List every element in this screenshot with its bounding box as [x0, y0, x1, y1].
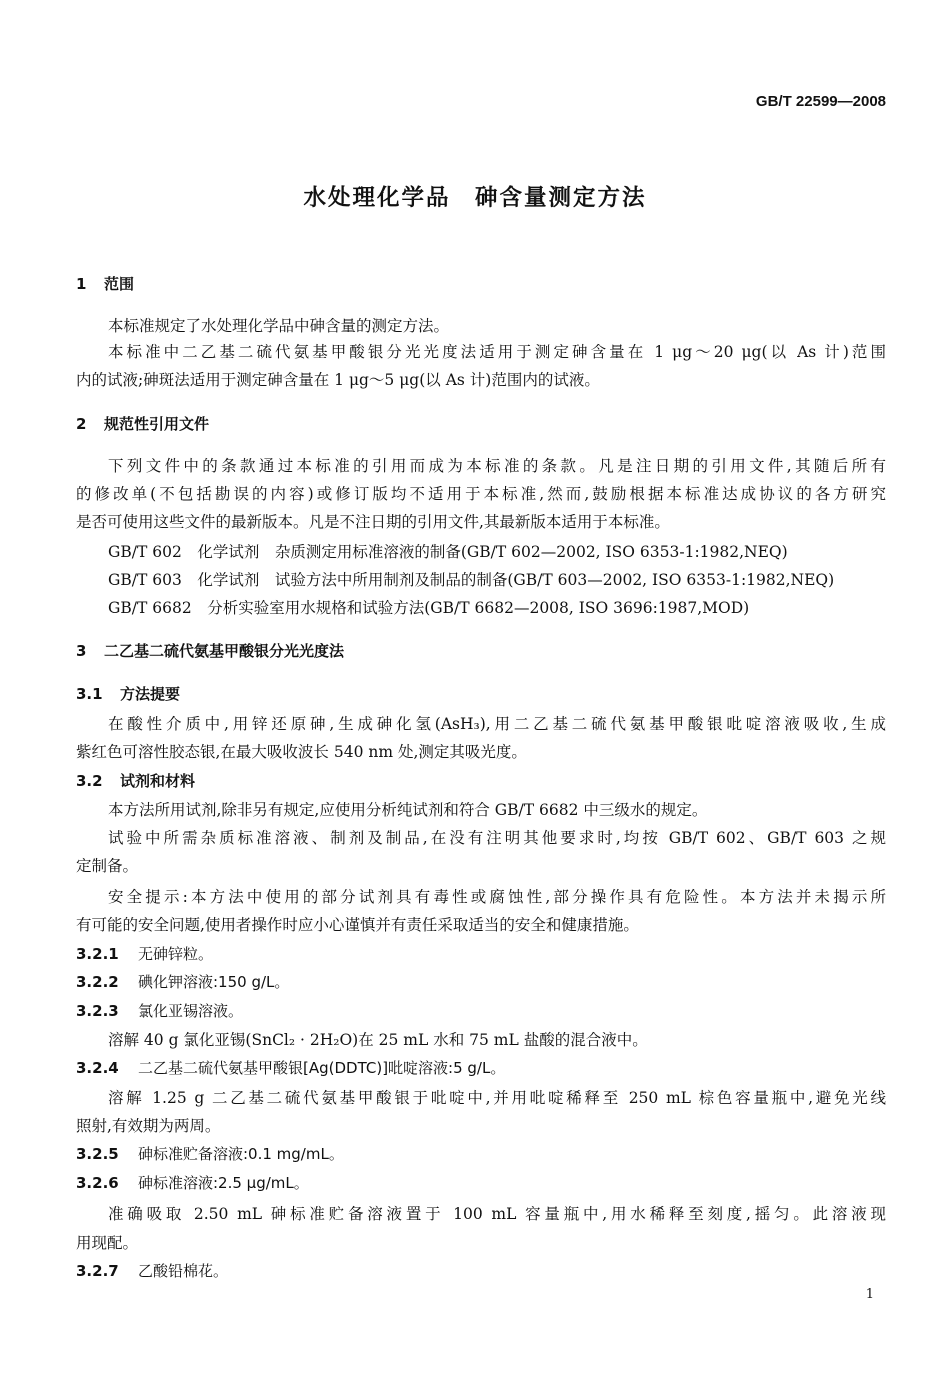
item-3-2-4-body-line-2: 照射,有效期为两周。	[76, 1117, 221, 1135]
item-3-2-5-number: 3.2.5	[76, 1145, 119, 1163]
section-2-paragraph-line-2: 的修改单(不包括勘误的内容)或修订版均不适用于本标准,然而,鼓励根据本标准达成协议的各方研究	[76, 485, 886, 503]
section-1-number: 1	[76, 275, 87, 293]
section-3-number: 3	[76, 642, 87, 660]
document-title: 水处理化学品 砷含量测定方法	[303, 185, 647, 211]
item-3-2-2	[76, 971, 289, 992]
item-3-2-4-number: 3.2.4	[76, 1059, 119, 1077]
item-3-2-5-text: 砷标准贮备溶液:0.1 mg/mL。	[138, 1145, 344, 1163]
section-1-paragraph-2-line-2: 内的试液;砷斑法适用于测定砷含量在 1 μg～5 μg(以 As 计)范围内的试液。	[76, 371, 600, 389]
safety-note-line-2: 有可能的安全问题,使用者操作时应小心谨慎并有责任采取适当的安全和健康措施。	[76, 916, 639, 934]
item-3-2-3-text: 氯化亚锡溶液。	[138, 1002, 244, 1020]
section-2-title: 规范性引用文件	[104, 415, 210, 433]
subsection-3-2-number: 3.2	[76, 772, 103, 790]
item-3-2-2-text: 碘化钾溶液:150 g/L。	[138, 973, 290, 991]
item-3-2-1-text: 无砷锌粒。	[138, 945, 214, 963]
section-2-number: 2	[76, 415, 87, 433]
item-3-2-4-body-line-1: 溶解 1.25 g 二乙基二硫代氨基甲酸银于吡啶中,并用吡啶稀释至 250 mL 棕色容量瓶中,避免光线	[108, 1089, 886, 1107]
section-2-heading	[76, 413, 209, 434]
item-3-2-7-number: 3.2.7	[76, 1262, 119, 1280]
item-3-2-4	[76, 1057, 505, 1078]
subsection-3-1-title: 方法提要	[120, 685, 181, 703]
item-3-2-6-text: 砷标准溶液:2.5 μg/mL。	[138, 1174, 309, 1192]
item-3-2-7	[76, 1260, 228, 1281]
section-1-paragraph-1: 本标准规定了水处理化学品中砷含量的测定方法。	[108, 317, 450, 335]
item-3-2-3-number: 3.2.3	[76, 1002, 119, 1020]
item-3-2-6-number: 3.2.6	[76, 1174, 119, 1192]
reference-gbt-6682: GB/T 6682 分析实验室用水规格和试验方法(GB/T 6682—2008, ISO 3696:1987,MOD)	[108, 599, 750, 617]
section-1-heading	[76, 273, 134, 294]
reference-gbt-603: GB/T 603 化学试剂 试验方法中所用制剂及制品的制备(GB/T 603—2002, ISO 6353-1:1982,NEQ)	[108, 571, 835, 589]
item-3-2-3-body: 溶解 40 g 氯化亚锡(SnCl₂ · 2H₂O)在 25 mL 水和 75 mL 盐酸的混合液中。	[108, 1031, 648, 1049]
section-2-paragraph-line-1: 下列文件中的条款通过本标准的引用而成为本标准的条款。凡是注日期的引用文件,其随后所有	[108, 457, 886, 475]
section-3-heading	[76, 640, 344, 661]
item-3-2-6-body-line-2: 用现配。	[76, 1234, 139, 1252]
subsection-3-2-heading	[76, 770, 195, 791]
subsection-3-2-paragraph-2-line-2: 定制备。	[76, 857, 139, 875]
item-3-2-6	[76, 1172, 309, 1193]
section-1-title: 范围	[104, 275, 135, 293]
section-2-paragraph-line-3: 是否可使用这些文件的最新版本。凡是不注日期的引用文件,其最新版本适用于本标准。	[76, 513, 670, 531]
section-1-paragraph-2-line-1: 本标准中二乙基二硫代氨基甲酸银分光光度法适用于测定砷含量在 1 μg～20 μg(以 As 计)范围	[108, 343, 886, 361]
subsection-3-2-paragraph-1: 本方法所用试剂,除非另有规定,应使用分析纯试剂和符合 GB/T 6682 中三级水的规定。	[108, 801, 708, 819]
item-3-2-2-number: 3.2.2	[76, 973, 119, 991]
subsection-3-2-paragraph-2-line-1: 试验中所需杂质标准溶液、制剂及制品,在没有注明其他要求时,均按 GB/T 602、GB/T 603 之规	[108, 829, 886, 847]
subsection-3-1-line-1: 在酸性介质中,用锌还原砷,生成砷化氢(AsH₃),用二乙基二硫代氨基甲酸银吡啶溶液吸收,生成	[108, 715, 886, 733]
item-3-2-4-text: 二乙基二硫代氨基甲酸银[Ag(DDTC)]吡啶溶液:5 g/L。	[138, 1059, 506, 1077]
item-3-2-6-body-line-1: 准确吸取 2.50 mL 砷标准贮备溶液置于 100 mL 容量瓶中,用水稀释至刻度,摇匀。此溶液现	[108, 1205, 886, 1223]
subsection-3-1-line-2: 紫红色可溶性胶态银,在最大吸收波长 540 nm 处,测定其吸光度。	[76, 743, 527, 761]
subsection-3-1-number: 3.1	[76, 685, 103, 703]
page-number: 1	[865, 1287, 874, 1302]
item-3-2-5	[76, 1143, 344, 1164]
safety-note-line-1: 安全提示:本方法中使用的部分试剂具有毒性或腐蚀性,部分操作具有危险性。本方法并未揭示所	[108, 888, 886, 906]
subsection-3-1-heading	[76, 683, 180, 704]
item-3-2-7-text: 乙酸铅棉花。	[138, 1262, 229, 1280]
subsection-3-2-title: 试剂和材料	[120, 772, 196, 790]
item-3-2-1-number: 3.2.1	[76, 945, 119, 963]
reference-gbt-602: GB/T 602 化学试剂 杂质测定用标准溶液的制备(GB/T 602—2002, ISO 6353-1:1982,NEQ)	[108, 543, 788, 561]
item-3-2-3	[76, 1000, 243, 1021]
item-3-2-1	[76, 943, 213, 964]
section-3-title: 二乙基二硫代氨基甲酸银分光光度法	[104, 642, 345, 660]
standard-number: GB/T 22599—2008	[755, 93, 886, 110]
